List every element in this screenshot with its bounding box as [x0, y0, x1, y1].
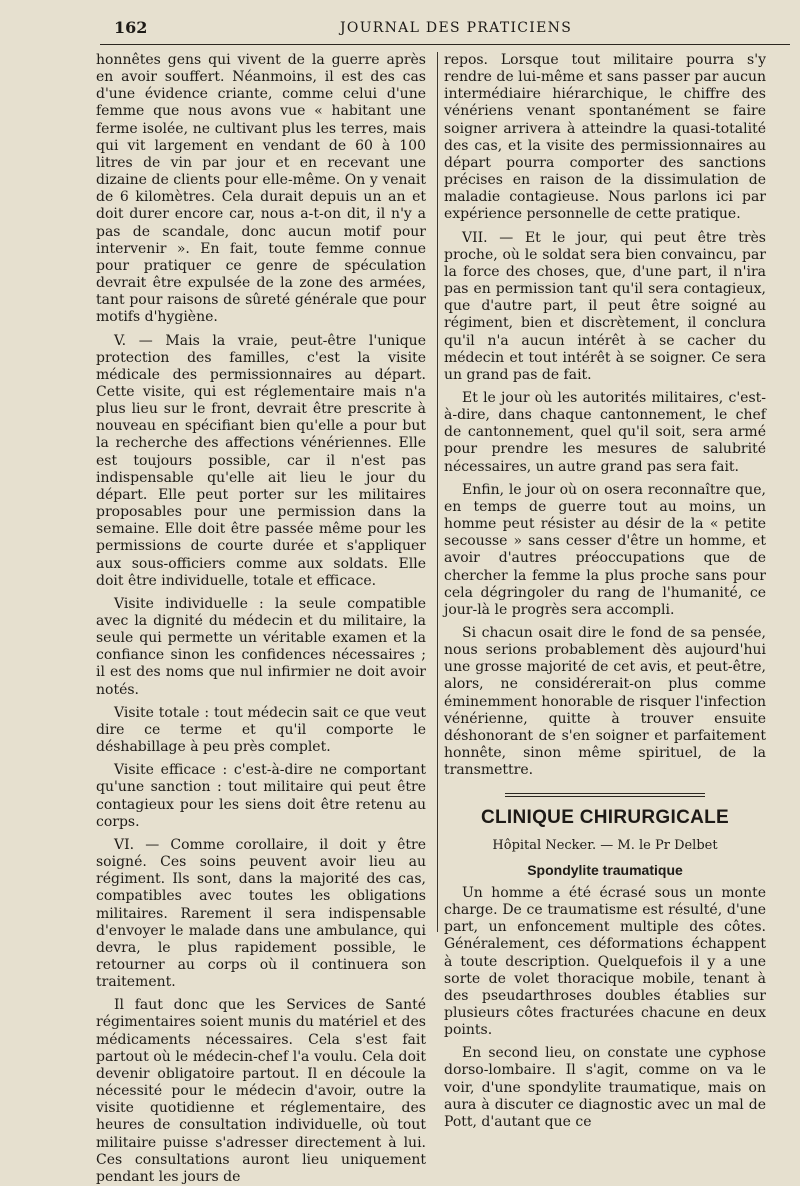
paragraph: repos. Lorsque tout militaire pourra s'y rendre de lui-même et sans passer par aucun intermédiaire hiérarchique, le chiffre des vénériens venant spontanément se faire soigner arrivera à atteindre la quasi-totalité des cas, et la visite des permissionnaires au départ pourra comporter des sanctions précises en raison de la dissimulation de maladie contagieuse. Nous parlons ici par expérience personnelle de cette pratique.: [444, 52, 766, 223]
paragraph: Il faut donc que les Services de Santé régimentaires soient munis du matériel et des médicaments nécessaires. Cela s'est fait partout où le médecin-chef l'a voulu. Cela doit devenir obligatoire partout. Il en découle la nécessité pour le médecin d'avoir, outre la visite quotidienne et réglementaire, des heures de consultation individuelle, où tout militaire puisse s'adresser directement à lui. Ces consultations auront lieu uniquement pendant les jours de: [96, 997, 426, 1185]
paragraph: Visite efficace : c'est-à-dire ne comportant qu'une sanction : tout militaire qui peut être contagieux pour les siens doit être retenu au corps.: [96, 762, 426, 830]
paragraph: Visite totale : tout médecin sait ce que veut dire ce terme et qu'il comporte le déshabillage à peu près complet.: [96, 704, 426, 756]
paragraph: VI. — Comme corollaire, il doit y être soigné. Ces soins peuvent avoir lieu au régiment. Ils sont, dans la majorité des cas, compatibles avec toutes les obligations militaires. Rarement il sera indispensable d'envoyer le malade dans une ambulance, qui devra, le plus rapidement possible, le retourner au corps où il continuera son traitement.: [96, 836, 426, 991]
section-separator: [505, 793, 705, 799]
paragraph: Un homme a été écrasé sous un monte charge. De ce traumatisme est résulté, d'une part, un enfoncement multiple des côtes. Généralement, ces déformations échappent à toute description. Quelquefois il y a une sorte de volet thoracique mobile, tenant à des pseudarthroses doubles établies sur plusieurs côtes fracturées chacune en deux points.: [444, 884, 766, 1039]
right-column: [444, 52, 766, 1131]
paragraph: Si chacun osait dire le fond de sa pensée, nous serions probablement dès aujourd'hui une grosse majorité de cet avis, et peut-être, alors, ne considérerait-on plus comme éminemment honorable de risquer l'infection vénérienne, quitte à trouver ensuite déshonorant de s'en soigner et parfaitement honnête, sinon même spirituel, de la transmettre.: [444, 625, 766, 779]
paragraph: honnêtes gens qui vivent de la guerre après en avoir souffert. Néanmoins, il est des cas d'une évidence criante, comme celui d'une femme que nous avons vue « habitant une ferme isolée, ne cultivant plus les terres, mais qui vit largement en vendant de 60 à 100 litres de vin par jour et en recevant une dizaine de clients pour elle-même. On y venait de 6 kilomètres. Cela durait depuis un an et doit durer encore car, nous a-t-on dit, il n'y a pas de scandale, donc aucun motif pour intervenir ». En fait, toute femme connue pour pratiquer ce genre de spéculation devrait être expulsée de la zone des armées, tant pour raisons de sûreté générale que pour motifs d'hygiène.: [96, 52, 426, 326]
paragraph: Enfin, le jour où on osera reconnaître que, en temps de guerre tout au moins, un homme peut résister au désir de la « petite secousse » sans cesser d'être un homme, et avoir d'autres préoccupations que de chercher la femme la plus proche sans pour cela dégringoler du rang de l'humanité, ce jour-là le progrès sera accompli.: [444, 481, 766, 618]
paragraph: VII. — Et le jour, qui peut être très proche, où le soldat sera bien convaincu, par la force des choses, que, d'une part, il n'ira pas en permission tant qu'il sera contagieux, que d'autre part, il peut être soigné au régiment, bien et discrètement, il conclura qu'il n'a aucun intérêt à se cacher du médecin et tout intérêt à se soigner. Ce sera un grand pas de fait.: [444, 229, 766, 383]
header-rule: [100, 44, 790, 45]
paragraph: Et le jour où les autorités militaires, c'est-à-dire, dans chaque cantonnement, le chef de cantonnement, quel qu'il soit, sera armé pour prendre les mesures de salubrité nécessaires, un autre grand pas sera fait.: [444, 389, 766, 475]
article-subtitle: Spondylite traumatique: [527, 861, 683, 878]
page-header: [0, 12, 800, 42]
left-column: [96, 52, 426, 1186]
paragraph: Visite individuelle : la seule compatible avec la dignité du médecin et du militaire, la seule qui permette un véritable examen et la confiance sinon les confidences nécessaires ; il est des noms que nul infirmier ne doit avoir notés.: [96, 595, 426, 698]
page-number: 162: [114, 18, 148, 37]
journal-title: JOURNAL DES PRATICIENS: [340, 20, 573, 36]
column-divider: [437, 52, 438, 932]
paragraph: V. — Mais la vraie, peut-être l'unique protection des familles, c'est la visite médicale des permissionnaires au départ. Cette visite, qui est réglementaire mais n'a plus lieu sur le front, devrait être prescrite à nouveau en spécifiant bien qu'elle a pour but la recherche des affections vénériennes. Elle est toujours possible, car il n'est pas indispensable qu'elle ait lieu le jour du départ. Elle peut porter sur les militaires proposables pour une permission dans la semaine. Elle doit être passée même pour les permissions de courte durée et s'appliquer aux sous-officiers comme aux soldats. Elle doit être individuelle, totale et efficace.: [96, 332, 426, 589]
section-byline: Hôpital Necker. — M. le Pr Delbet: [492, 837, 718, 853]
section-title: CLINIQUE CHIRURGICALE: [480, 807, 730, 829]
paragraph: En second lieu, on constate une cyphose dorso-lombaire. Il s'agit, comme on va le voir, d'une spondylite traumatique, mais on aura à discuter ce diagnostic avec un mal de Pott, d'autant que ce: [444, 1045, 766, 1130]
